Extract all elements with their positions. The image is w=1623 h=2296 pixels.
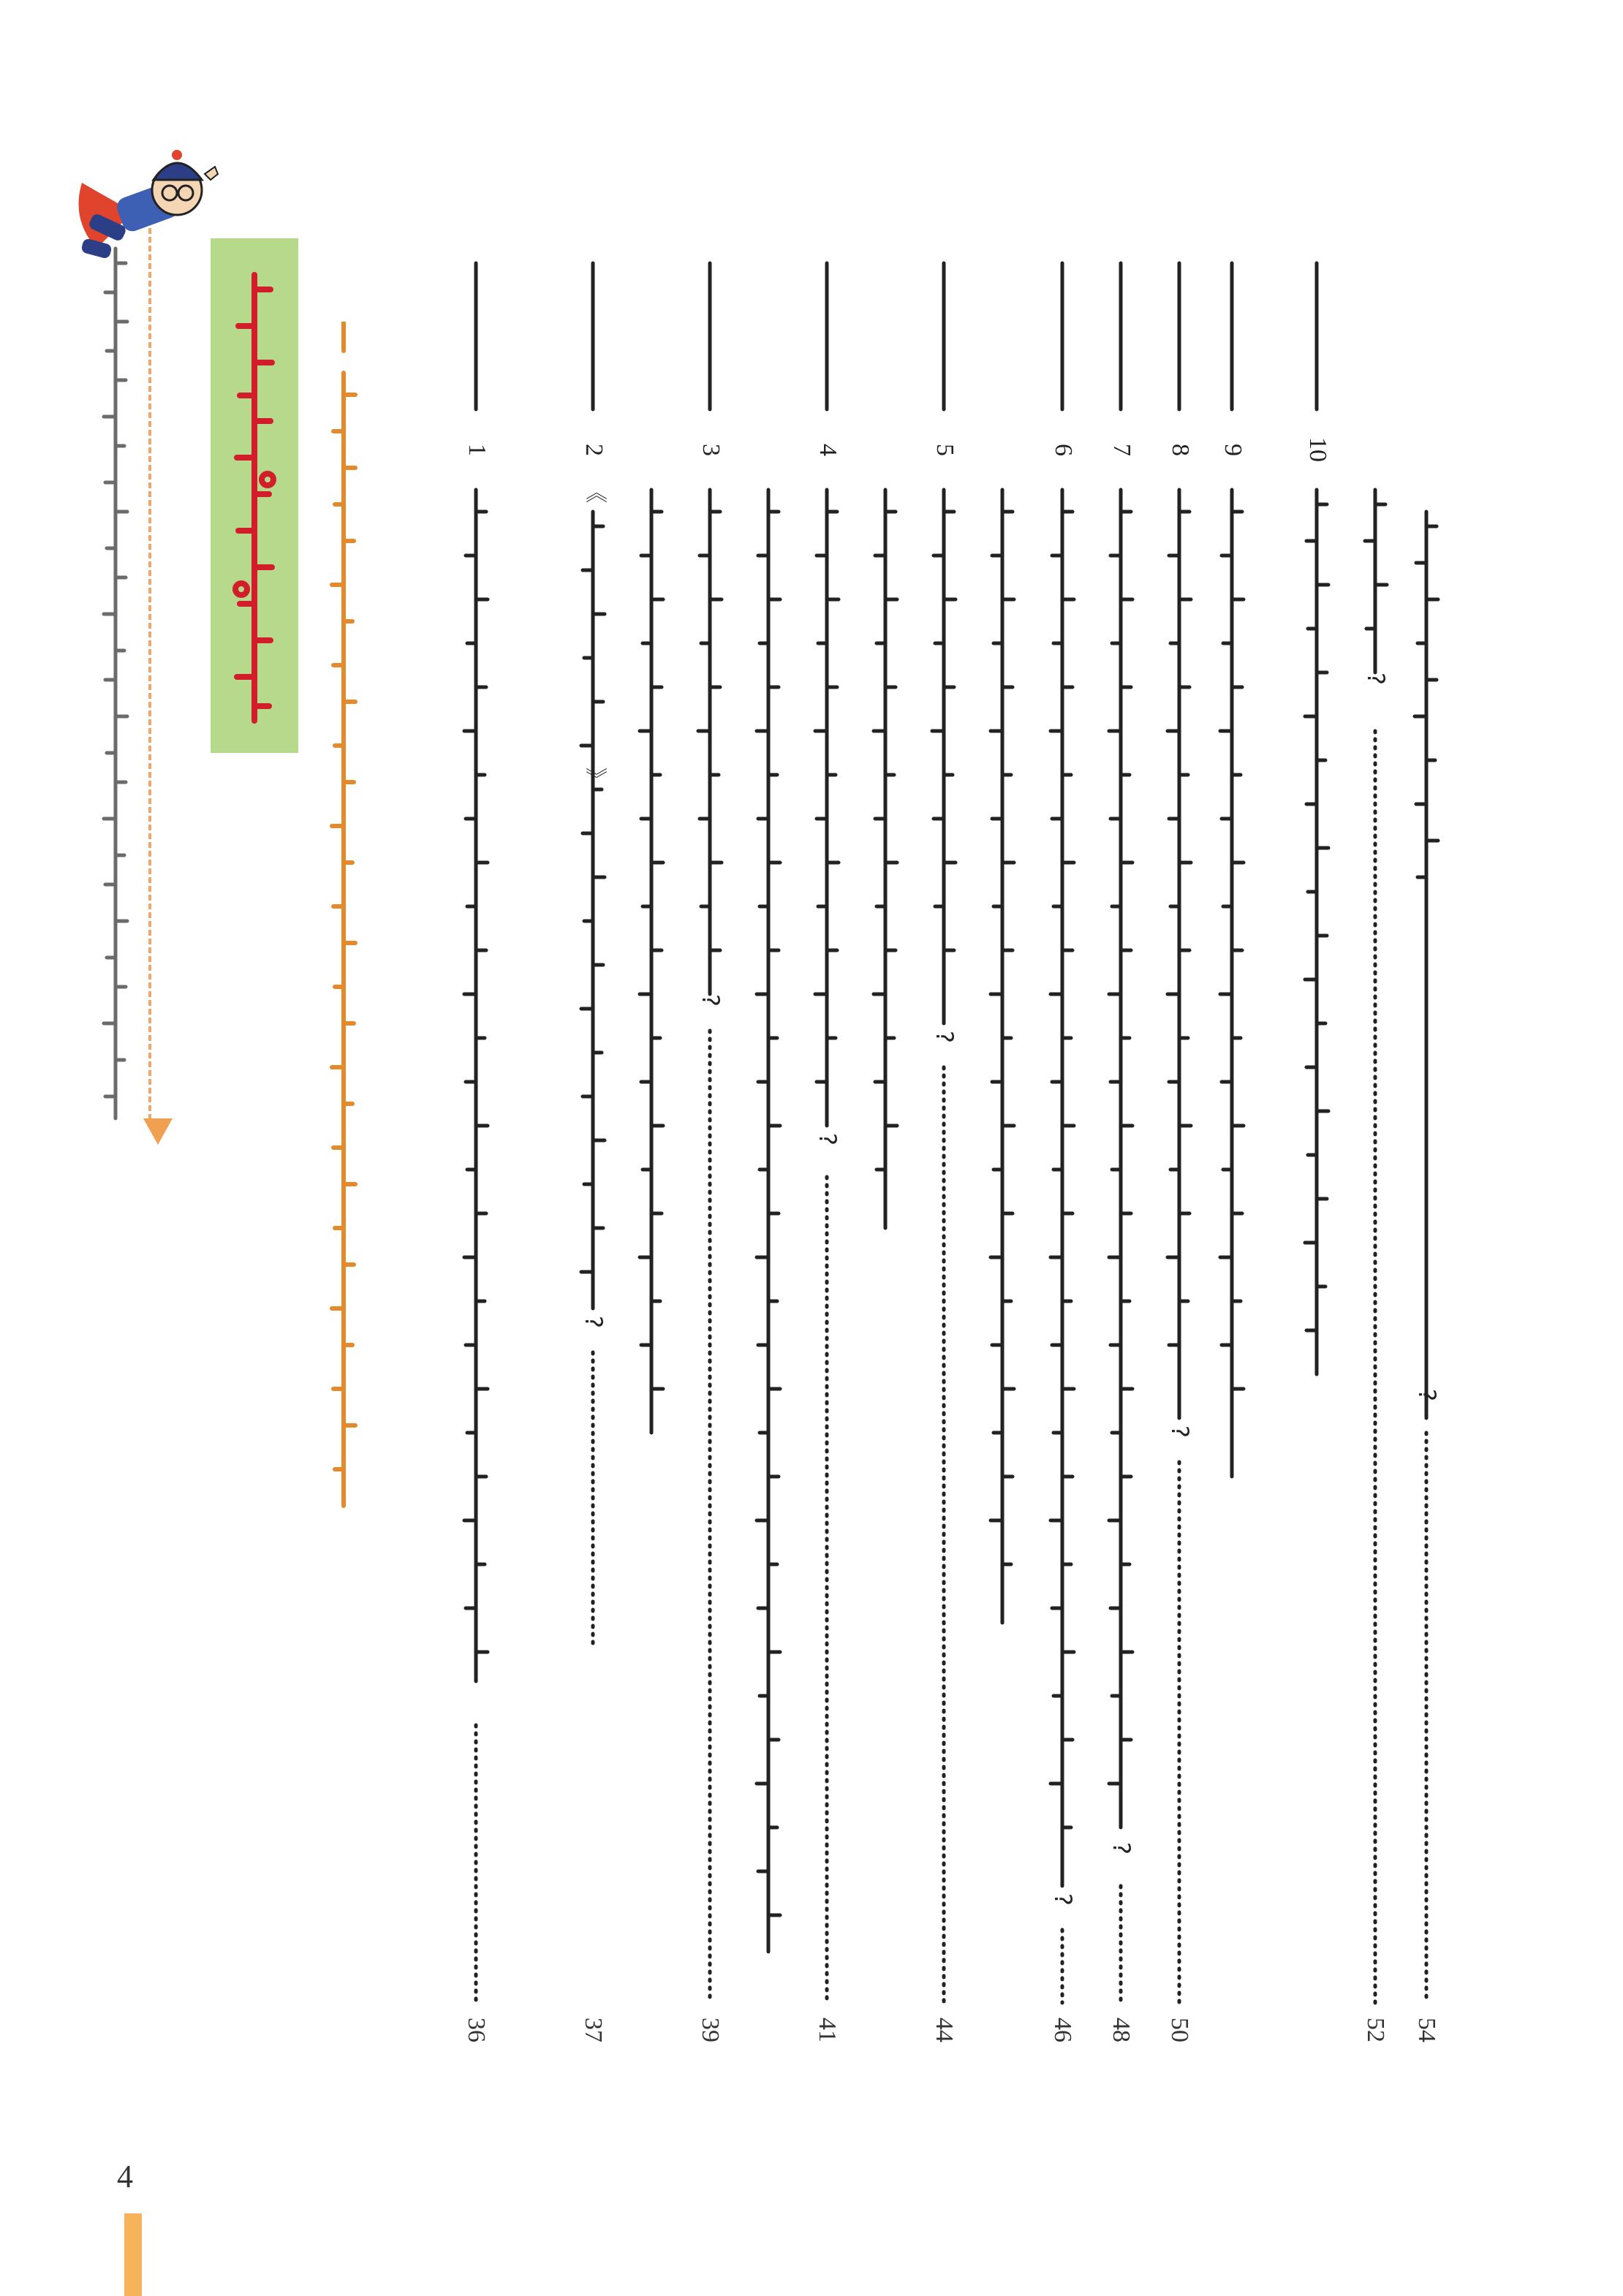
toc-page-ref: 46	[1049, 2017, 1076, 2042]
toc-entry-number: 1	[464, 443, 491, 456]
toc-entry-script	[567, 234, 684, 2076]
toc-entry-1	[450, 234, 502, 2076]
toc-entry-script	[1037, 234, 1088, 2076]
toc-entry-number: 10	[1304, 437, 1331, 462]
chapter-title-box	[211, 238, 298, 753]
toc-entry-2	[567, 234, 618, 2076]
toc-entry-script	[743, 234, 794, 2076]
toc-entry	[1401, 234, 1452, 2076]
toc-page-ref: 39	[697, 2017, 724, 2042]
toc-page-ref: 48	[1108, 2017, 1135, 2042]
question-mark: ?	[1049, 1893, 1077, 1906]
toc-page-ref: 52	[1362, 2017, 1389, 2042]
toc-entry-10	[1291, 234, 1390, 2076]
question-mark: ?	[814, 1133, 841, 1145]
toc-entry-script	[918, 234, 1035, 2076]
page-edge-tab	[124, 2213, 142, 2296]
question-mark: ?	[1108, 1842, 1135, 1854]
flying-boy-mascot-icon	[67, 139, 221, 270]
toc-entry-6	[1037, 234, 1088, 2076]
question-mark: ?	[1362, 672, 1390, 685]
quote-close: 》	[581, 768, 607, 789]
toc-entry-script	[450, 234, 502, 2076]
question-mark: ?	[697, 994, 725, 1007]
page-number: 4	[117, 2159, 133, 2194]
toc-entry-script	[1095, 234, 1146, 2076]
header-script-line	[94, 241, 137, 1133]
toc-entry-number: 9	[1219, 443, 1246, 456]
chapter-title-script	[211, 238, 298, 753]
question-mark: ?	[931, 1031, 958, 1043]
toc-entry-number: 8	[1167, 443, 1194, 456]
toc-entry-number: 6	[1050, 443, 1077, 456]
toc-page-ref: 54	[1413, 2017, 1440, 2042]
toc-entry-number: 7	[1108, 443, 1135, 456]
toc-entry-script	[1291, 234, 1408, 2076]
toc-entry-number: 4	[814, 443, 841, 456]
toc-entry-number: 5	[931, 443, 958, 456]
chapter-subtitle-script	[322, 322, 366, 1520]
quote-open: 《	[581, 481, 607, 503]
question-mark: ?	[580, 1316, 608, 1328]
question-mark: ?	[1166, 1425, 1194, 1438]
toc-page-ref: 37	[580, 2017, 607, 2042]
toc-entry-8	[1154, 234, 1205, 2076]
toc-entry-3-line	[743, 234, 794, 2076]
header-dashed-line	[148, 228, 151, 1120]
toc-page-ref: 36	[463, 2017, 490, 2042]
toc-entry-7	[1095, 234, 1146, 2076]
toc-entry-4	[801, 234, 852, 2076]
toc-page-ref: 41	[814, 2017, 841, 2042]
question-mark: ?	[1413, 1389, 1441, 1401]
toc-entry-5	[918, 234, 969, 2076]
toc-entry-script	[1154, 234, 1205, 2076]
header-arrow-icon	[143, 1118, 173, 1145]
toc-entry-script	[801, 234, 918, 2076]
toc-entry-number: 2	[580, 443, 608, 456]
toc-entry-number: 3	[697, 443, 725, 456]
toc-entry-9	[1206, 234, 1257, 2076]
toc-entry-script	[1206, 234, 1257, 2076]
toc-entry-script	[1401, 234, 1452, 2076]
toc-page-ref: 50	[1166, 2017, 1193, 2042]
toc-entry-3	[684, 234, 735, 2076]
toc-page-ref: 44	[931, 2017, 958, 2042]
